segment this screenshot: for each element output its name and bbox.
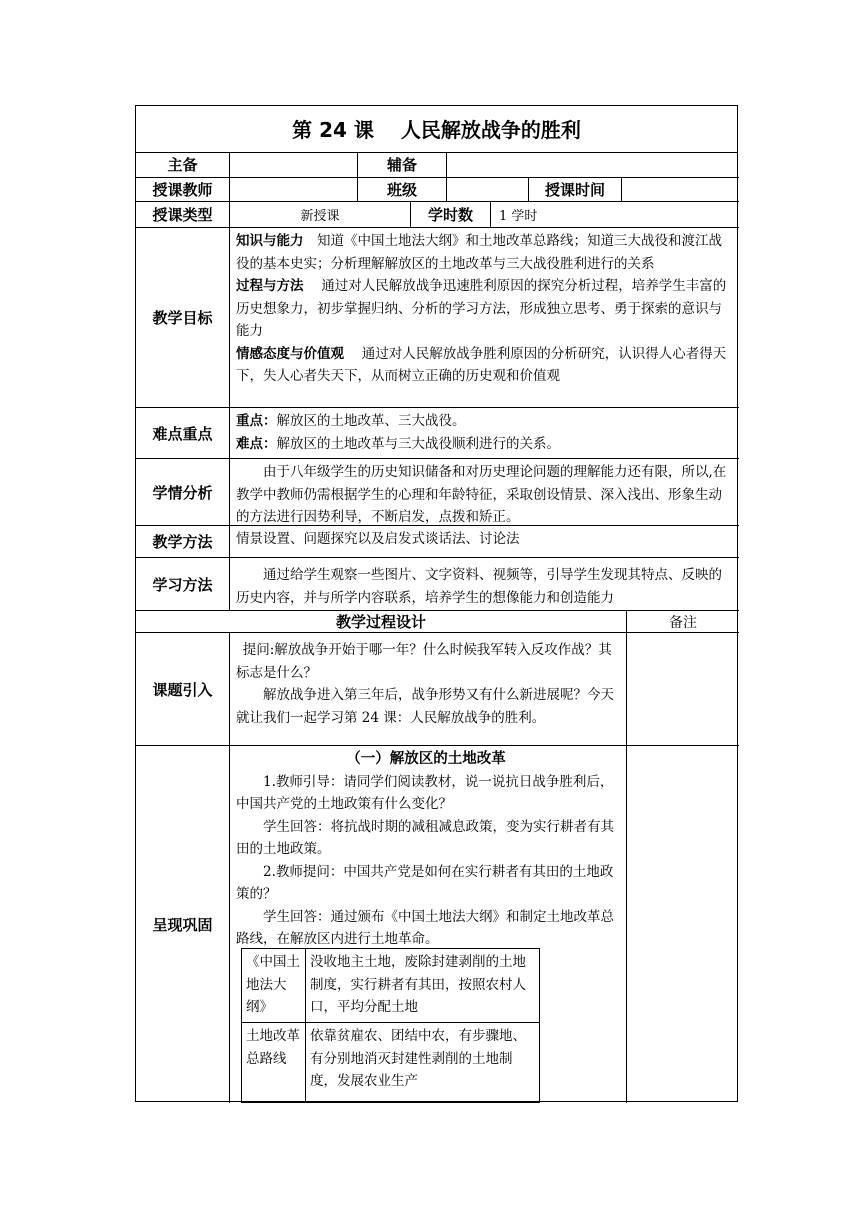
notes-header: 备注	[626, 611, 739, 633]
goal-attitude-key: 情感态度与价值观	[236, 345, 344, 362]
learning-text: 通过给学生观察一些图片、文字资料、视频等，引导学生发现其特点、反映的历史内容，并与所学内容联系，培养学生的想像能力和创造能力	[236, 567, 722, 606]
difficult-point	[236, 433, 733, 456]
goals-content	[229, 228, 739, 408]
goal-attitude-text: 通过对人民解放战争胜利原因的分析研究，认识得人心者得天下，失人心者失天下，从而树立正确的历史观和价值观	[236, 345, 727, 384]
analysis-content	[229, 459, 739, 526]
zhubei-label: 主备	[136, 152, 229, 178]
type-label: 授课类型	[136, 202, 229, 228]
land-law-desc: 没收地主土地，废除封建剥削的土地制度，实行耕者有其田，按照农村人口，平均分配土地	[306, 949, 539, 1023]
teacher-label: 授课教师	[136, 178, 229, 202]
land-law-term: 《中国土地法大纲》	[242, 949, 306, 1023]
goal-attitude	[236, 343, 733, 388]
analysis-label: 学情分析	[136, 459, 229, 526]
difficult-point-text: 解放区的土地改革与三大战役顺利进行的关系。	[276, 435, 560, 452]
type-value: 新授课	[229, 202, 410, 228]
key-point-text: 解放区的土地改革、三大战役。	[276, 413, 466, 429]
method-text: 情景设置、问题探究以及启发式谈话法、讨论法	[236, 531, 520, 547]
intro-question: 提问:解放战争开始于哪一年？什么时候我军转入反攻作战？其标志是什么？	[236, 642, 612, 681]
class-value	[446, 178, 528, 202]
intro-label: 课题引入	[136, 633, 229, 746]
lesson-title: 第 24 课 人民解放战争的胜利	[136, 106, 737, 153]
land-reform-table	[241, 948, 540, 1103]
key-points-content	[229, 408, 739, 459]
goals-label: 教学目标	[136, 228, 229, 408]
fubei-value	[446, 152, 739, 178]
time-label: 授课时间	[528, 178, 621, 202]
goal-process	[236, 275, 733, 343]
goal-knowledge-key: 知识与能力	[236, 233, 304, 249]
present-heading: （一）解放区的土地改革	[346, 751, 506, 767]
intro-notes	[626, 633, 739, 746]
goal-process-key: 过程与方法	[236, 278, 304, 294]
present-guide-2: 2.教师提问：中国共产党是如何在实行耕者有其田的土地政策的？	[236, 863, 614, 902]
key-point-key: 重点：	[236, 413, 277, 429]
present-answer-2: 学生回答：通过颁布《中国土地法大纲》和制定土地改革总路线，在解放区内进行土地革命。	[236, 908, 614, 947]
lesson-plan-table	[135, 105, 738, 1102]
method-content	[229, 526, 739, 558]
goal-process-text: 通过对人民解放战争迅速胜利原因的探究分析过程，培养学生丰富的历史想象力，初步掌握归纳、分析的学习方法，形成独立思考、勇于探索的意识与能力	[236, 278, 727, 339]
land-line-desc: 依靠贫雇农、团结中农，有步骤地、有分别地消灭封建性剥削的土地制度，发展农业生产	[310, 1028, 526, 1089]
key-points-label: 难点重点	[136, 408, 229, 459]
goal-knowledge-text: 知道《中国土地法大纲》和土地改革总路线；知道三大战役和渡江战役的基本史实；分析理解解放区的土地改革与三大战役胜利进行的关系	[236, 233, 722, 272]
learning-content	[229, 558, 739, 611]
hours-value: 1 学时	[490, 202, 739, 228]
intro-content	[229, 633, 626, 746]
zhubei-value	[229, 152, 357, 178]
present-label: 呈现巩固	[152, 916, 213, 934]
intro-transition: 解放战争进入第三年后，战争形势又有什么新进展呢？今天就让我们一起学习第 24 课：人民解放战争的胜利。	[236, 687, 614, 726]
present-notes	[626, 746, 739, 1103]
fubei-label: 辅备	[357, 152, 446, 178]
hours-label: 学时数	[410, 202, 490, 228]
method-label: 教学方法	[136, 526, 229, 558]
process-header: 教学过程设计	[136, 611, 626, 633]
present-guide-1: 1.教师引导：请同学们阅读教材，说一说抗日战争胜利后，中国共产党的土地政策有什么变化？	[236, 773, 614, 812]
teacher-value	[229, 178, 357, 202]
difficult-point-key: 难点：	[236, 435, 277, 452]
class-label: 班级	[357, 178, 446, 202]
present-answer-1: 学生回答：将抗战时期的减租减息政策，变为实行耕者有其田的土地政策。	[236, 818, 614, 857]
land-line-term: 土地改革总路线	[242, 1023, 306, 1102]
analysis-text: 由于八年级学生的历史知识储备和对历史理论问题的理解能力还有限，所以,在教学中教师仍需根据学生的心理和年龄特征，采取创设情景、深入浅出、形象生动的方法进行因势利导，不断启发，点拨和矫正。	[236, 464, 727, 525]
key-point	[236, 410, 733, 433]
goal-knowledge	[236, 230, 733, 275]
learning-label: 学习方法	[136, 558, 229, 611]
time-value	[621, 178, 739, 202]
